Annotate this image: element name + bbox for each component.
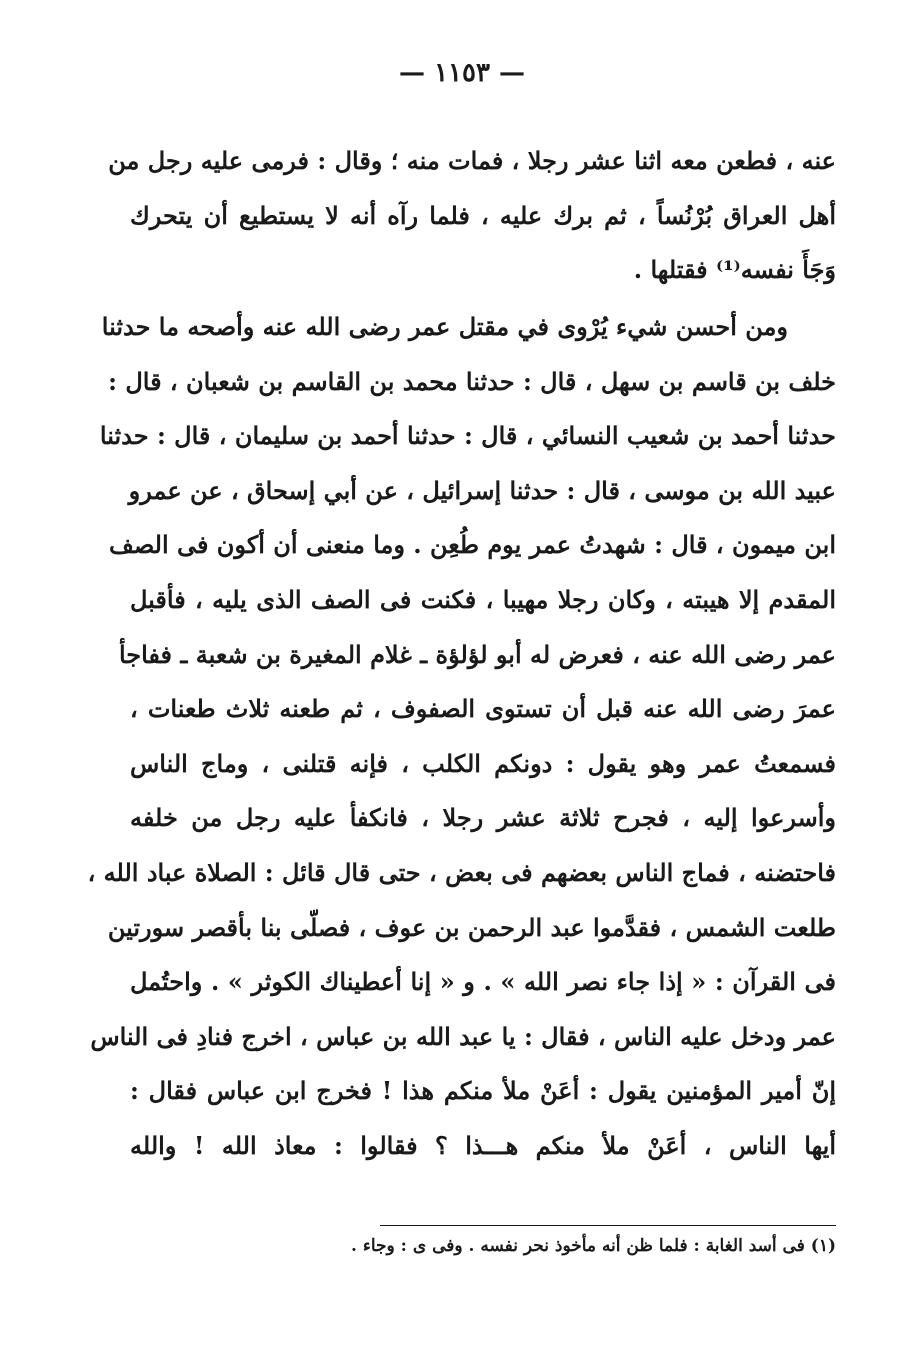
text-line: عمرَ رضى الله عنه قبل أن تستوى الصفوف ، ثم طعنه ثلاث طعنات ، xyxy=(130,694,836,724)
text-line: فى القرآن : « إذا جاء نصر الله » . و « إنا أعطيناك الكوثر » . واحتُمل xyxy=(130,967,836,997)
text-line: فسمعتُ عمر وهو يقول : دونكم الكلب ، فإنه قتلنى ، وماج الناس xyxy=(130,748,836,778)
text-line: خلف بن قاسم بن سهل ، قال : حدثنا محمد بن القاسم بن شعبان ، قال : xyxy=(108,366,836,396)
text-line: عمر ودخل عليه الناس ، فقال : يا عبد الله بن عباس ، اخرج فنادِ فى الناس xyxy=(90,1021,836,1051)
paragraph-continuation xyxy=(108,134,836,298)
text-line: أيها الناس ، أعَنْ ملأ منكم هـــذا ؟ فقالوا : معاذ الله ! والله xyxy=(130,1130,836,1160)
footnote: (١) فى أسد الغابة : فلما ظن أنه مأخوذ نحر نفسه . وفى ى : وجاء . xyxy=(351,1236,836,1256)
footnote-separator xyxy=(380,1225,836,1226)
text-line: ومن أحسن شيء يُرْوى في مقتل عمر رضى الله عنه وأصحه ما حدثنا xyxy=(101,312,788,341)
text-line: وأسرعوا إليه ، فجرح ثلاثة عشر رجلا ، فانكفأ عليه رجل من خلفه xyxy=(130,803,836,833)
text-line: حدثنا أحمد بن شعيب النسائي ، قال : حدثنا أحمد بن سليمان ، قال : حدثنا xyxy=(99,421,836,451)
text-line: ابن ميمون ، قال : شهدتُ عمر يوم طُعِن . وما منعنى أن أكون فى الصف xyxy=(108,530,836,560)
text-line: المقدم إلا هيبته ، وكان رجلا مهيبا ، فكنت فى الصف الذى يليه ، فأقبل xyxy=(130,584,836,614)
text-line: إنّ أمير المؤمنين يقول : أعَنْ ملأ منكم هذا ! فخرج ابن عباس فقال : xyxy=(130,1076,836,1106)
page-number: — ١١٥٣ — xyxy=(399,58,525,88)
text-line: فاحتضنه ، فماج الناس بعضهم فى بعض ، حتى قال قائل : الصلاة عباد الله ، xyxy=(87,857,836,887)
text-line: عبيد الله بن موسى ، قال : حدثنا إسرائيل ، عن أبي إسحاق ، عن عمرو xyxy=(128,475,836,505)
text-line: عنه ، فطعن معه اثنا عشر رجلا ، فمات منه ؛ وقال : فرمى عليه رجل من xyxy=(108,146,836,175)
text-line: طلعت الشمس ، فقدَّموا عبد الرحمن بن عوف ، فصلّى بنا بأقصر سورتين xyxy=(107,912,836,942)
paragraph-main xyxy=(87,300,836,1174)
text-line: وَجَأَ نفسه⁽¹⁾ فقتلها . xyxy=(633,255,836,285)
text-line: عمر رضى الله عنه ، فعرض له أبو لؤلؤة ـ غلام المغيرة بن شعبة ـ ففاجأ xyxy=(118,639,836,669)
text-line: أهل العراق بُرْنُساً ، ثم برك عليه ، فلما رآه أنه لا يستطيع أن يتحرك xyxy=(130,200,836,230)
